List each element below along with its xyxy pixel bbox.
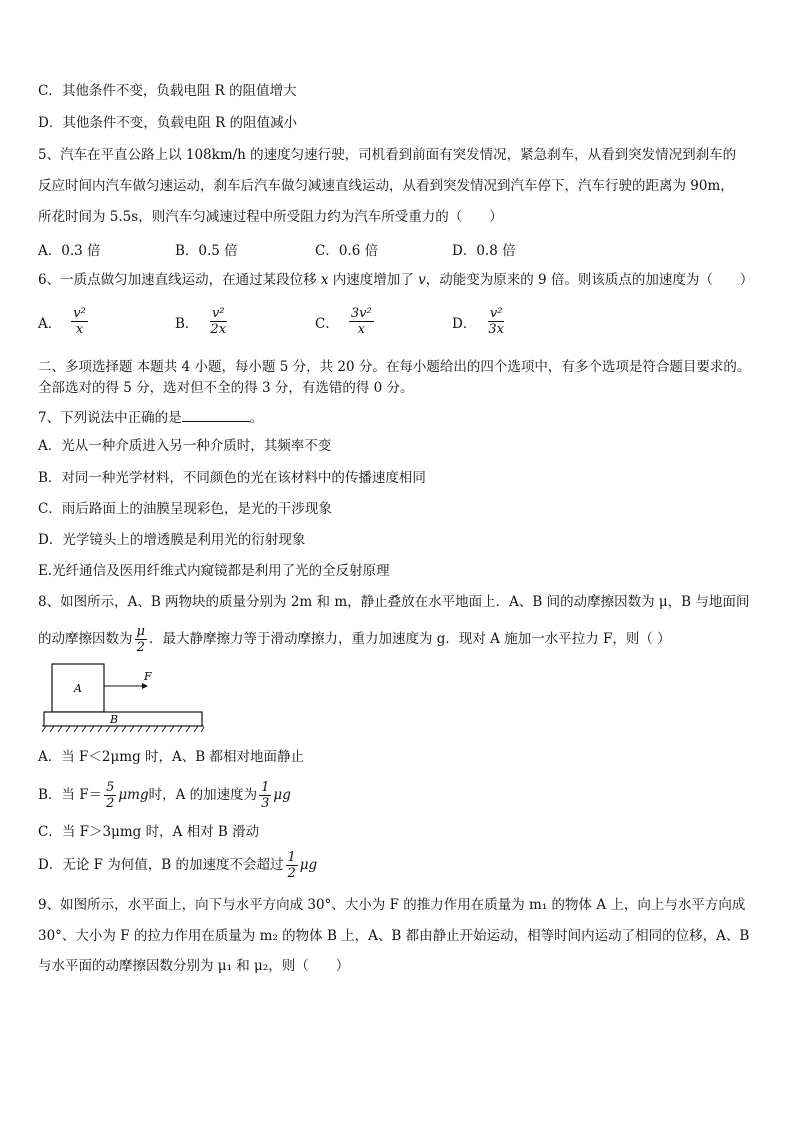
- q9-stem-line1: 9、如图所示，水平面上，向下与水平方向成 30°、大小为 F 的推力作用在质量为 m₁ 的物体 A 上，向上与水平方向成: [38, 897, 746, 913]
- section2-instructions-line2: 全部选对的得 5 分，选对但不全的得 3 分，有选错的得 0 分。: [38, 380, 414, 396]
- q4-option-c: C．其他条件不变，负载电阻 R 的阻值增大: [38, 83, 297, 99]
- block-b-label: B: [110, 713, 119, 726]
- ground-hatching: [42, 726, 204, 732]
- q8-option-c: C．当 F＞3μmg 时，A 相对 B 滑动: [38, 824, 260, 840]
- q5-option-c: C．0.6 倍: [315, 243, 379, 259]
- q8-option-a: A．当 F＜2μmg 时，A、B 都相对地面静止: [38, 749, 304, 765]
- q6-option-d: D． $\frac{\text{v²}}{3x}$: [452, 306, 504, 337]
- q7-option-e: E.光纤通信及医用纤维式内窥镜都是利用了光的全反射原理: [38, 563, 390, 579]
- q6-option-a: A． $\frac{\text{v²}}{x}$: [38, 306, 86, 337]
- q4-option-d: D．其他条件不变，负载电阻 R 的阻值减小: [38, 115, 298, 131]
- block-b: [44, 712, 202, 726]
- q8-option-d: D．无论 F 为何值，B 的加速度不会超过 $\frac{1}{2}$ μg: [38, 850, 318, 881]
- q5-stem-line1: 5、汽车在平直公路上以 108km/h 的速度匀速行驶，司机看到前面有突发情况，紧急刹车，从看到突发情况到刹车的: [38, 147, 737, 163]
- q8-block-diagram: [38, 662, 208, 734]
- force-label: F: [144, 670, 152, 683]
- q5-stem-line2: 反应时间内汽车做匀速运动，刹车后汽车做匀减速直线运动，从看到突发情况到汽车停下，汽车行驶的距离为 90m，: [38, 178, 734, 194]
- block-a-label: A: [74, 682, 82, 695]
- q7-option-d: D．光学镜头上的增透膜是利用光的衍射现象: [38, 532, 306, 548]
- q8-stem-line1: 8、如图所示，A、B 两物块的质量分别为 2m 和 m，静止叠放在水平地面上．A、B 间的动摩擦因数为 μ，B 与地面间: [38, 594, 750, 610]
- q8-option-b: B．当 F＝ $\frac{5}{2}$ μmg时，A 的加速度为 $\frac{1}{3}$ μg: [38, 780, 291, 811]
- q5-option-a: A．0.3 倍: [38, 243, 101, 259]
- q9-stem-line3: 与水平面的动摩擦因数分别为 μ₁ 和 μ₂，则（ ）: [38, 958, 350, 974]
- q8-stem-line2: 的动摩擦因数为 $\frac{\mu}{2}$ ．最大静摩擦力等于滑动摩擦力，重力加速度为 g．现对 A 施加一水平拉力 F，则（ ）: [38, 624, 671, 655]
- q6-stem: 6、一质点做匀加速直线运动，在通过某段位移 x 内速度增加了 v，动能变为原来的 9 倍。则该质点的加速度为（ ）: [38, 272, 754, 288]
- arrow-head-icon: [142, 683, 148, 689]
- q5-stem-line3: 所花时间为 5.5s，则汽车匀减速过程中所受阻力约为汽车所受重力的（ ）: [38, 209, 503, 225]
- q7-stem: 7、下列说法中正确的是 。: [38, 410, 264, 426]
- answer-blank: [182, 408, 250, 422]
- q7-option-b: B．对同一种光学材料，不同颜色的光在该材料中的传播速度相同: [38, 470, 426, 486]
- q5-option-b: B．0.5 倍: [175, 243, 238, 259]
- q7-option-a: A．光从一种介质进入另一种介质时，其频率不变: [38, 438, 332, 454]
- q5-option-d: D．0.8 倍: [452, 243, 516, 259]
- section2-instructions-line1: 二、多项选择题 本题共 4 小题，每小题 5 分，共 20 分。在每小题给出的四个选项中，有多个选项是符合题目要求的。: [38, 359, 751, 375]
- q7-option-c: C．雨后路面上的油膜呈现彩色，是光的干涉现象: [38, 501, 332, 517]
- q6-option-c: C． $\frac{\text{3v²}}{x}$: [315, 306, 372, 337]
- q6-option-b: B． $\frac{\text{v²}}{2x}$: [175, 306, 227, 337]
- q9-stem-line2: 30°、大小为 F 的拉力作用在质量为 m₂ 的物体 B 上，A、B 都由静止开始运动，相等时间内运动了相同的位移，A、B: [38, 928, 750, 944]
